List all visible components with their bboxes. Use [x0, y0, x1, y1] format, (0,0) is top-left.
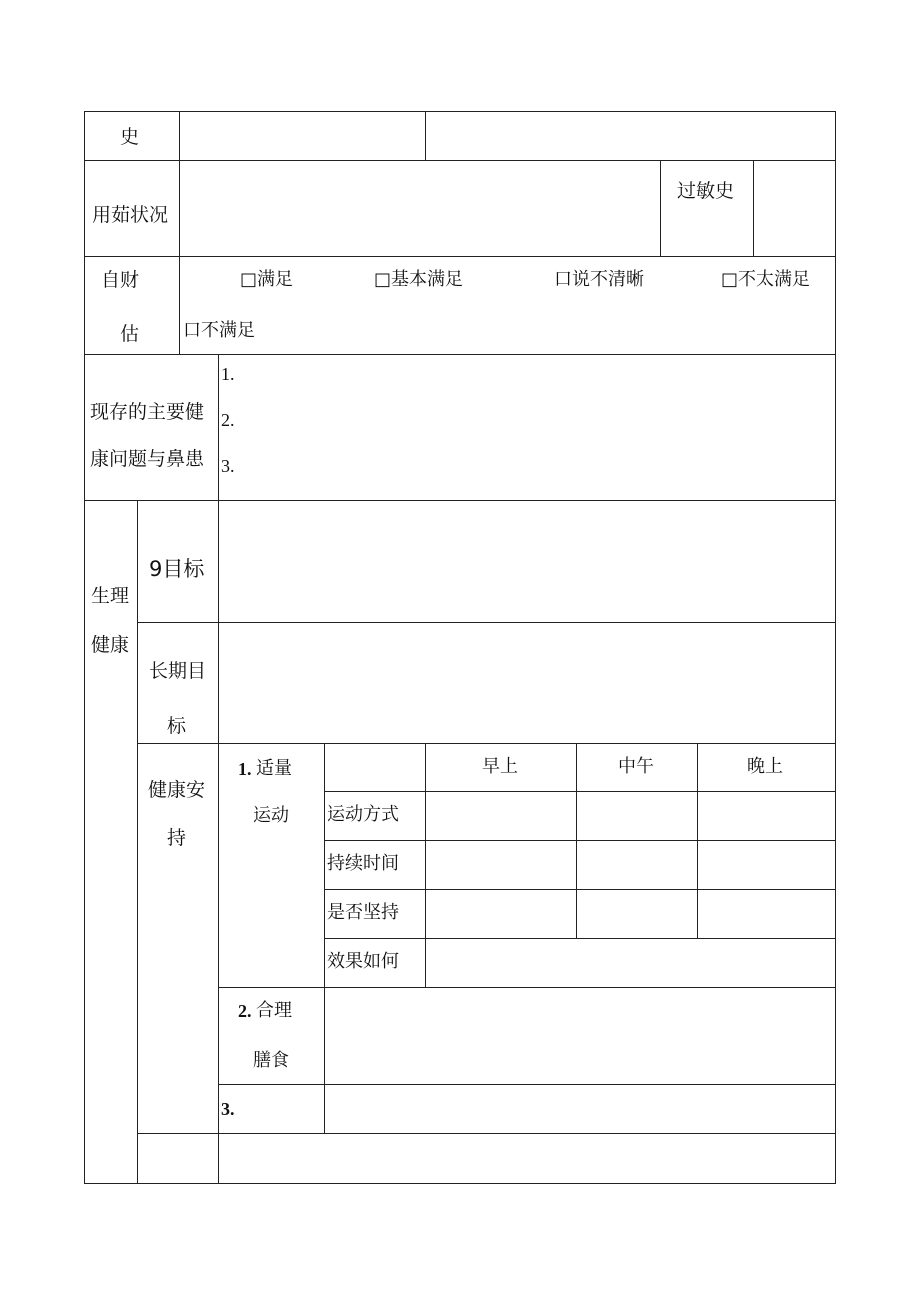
long-term-goal-label-line2: 标 [167, 715, 187, 737]
allergy-divider-left [660, 160, 661, 257]
exercise-title-line1: 适量 [256, 758, 292, 779]
divider-after-long-goal [137, 743, 836, 744]
health-plan-label-line2: 持 [167, 827, 187, 849]
exercise-col-divider-1 [425, 743, 426, 988]
divider-after-exercise [219, 987, 836, 988]
exercise-row-line-4 [324, 938, 836, 939]
option-satisfied[interactable]: □满足 [240, 269, 294, 290]
divider-after-history [84, 160, 836, 161]
border-bottom [84, 1183, 836, 1184]
allergy-label: 过敏史 [677, 180, 735, 202]
long-term-goal-label-line1: 长期目 [149, 660, 207, 682]
exercise-title-divider [324, 743, 325, 1134]
option-basically-satisfied[interactable]: □基本满足 [374, 269, 464, 290]
diet-title-line2: 膳食 [253, 1050, 289, 1071]
exercise-row-line-1 [324, 791, 836, 792]
history-label: 史 [120, 126, 140, 148]
divider-after-short-goal [137, 622, 836, 623]
physical-label-divider [137, 500, 138, 1184]
row-persistence: 是否坚持 [327, 902, 399, 923]
column-morning: 早上 [482, 756, 518, 777]
problem-item-1: 1. [221, 364, 235, 384]
diet-title-line1: 合理 [256, 1000, 292, 1021]
problems-label-line2: 康问题与鼻患 [90, 448, 205, 470]
divider-after-medication [84, 256, 836, 257]
option-unclear[interactable]: 口说不清晰 [554, 269, 644, 290]
divider-after-diet [219, 1084, 836, 1085]
column-noon: 中午 [618, 756, 654, 777]
option-not-satisfied[interactable]: 口不满足 [183, 320, 255, 341]
row-exercise-method: 运动方式 [327, 804, 399, 825]
border-top [84, 111, 836, 112]
label-col-divider-top [179, 111, 180, 355]
exercise-number: 1. [238, 759, 252, 779]
divider-after-plan [137, 1133, 836, 1134]
self-assessment-label-line1: 自财 [101, 269, 140, 291]
row-duration: 持续时间 [327, 853, 399, 874]
medication-label: 用茹状况 [92, 204, 169, 226]
option-not-quite-satisfied[interactable]: □不太满足 [721, 269, 811, 290]
border-right [835, 111, 836, 1184]
exercise-col-divider-2 [576, 743, 577, 939]
exercise-row-line-2 [324, 840, 836, 841]
item3-number: 3. [221, 1099, 235, 1119]
physical-health-label-line2: 健康 [91, 634, 130, 656]
column-evening: 晚上 [747, 756, 783, 777]
goal-label-divider [218, 500, 219, 1184]
divider-after-problems [84, 500, 836, 501]
problem-item-3: 3. [221, 456, 235, 476]
exercise-title-line2: 运动 [253, 805, 289, 826]
problems-label-line1: 现存的主要健 [90, 401, 205, 423]
problem-item-2: 2. [221, 410, 235, 430]
border-left [84, 111, 85, 1184]
history-divider [425, 111, 426, 161]
diet-number: 2. [238, 1001, 252, 1021]
divider-after-self-assessment [84, 354, 836, 355]
physical-health-label-line1: 生理 [91, 585, 130, 607]
self-assessment-label-line2: 估 [120, 323, 140, 345]
problems-label-divider [218, 354, 219, 501]
exercise-col-divider-3 [697, 743, 698, 939]
exercise-row-line-3 [324, 889, 836, 890]
short-term-goal-label: 9目标 [149, 557, 205, 581]
row-effect: 效果如何 [327, 951, 399, 972]
health-plan-label-line1: 健康安 [148, 779, 206, 801]
allergy-divider-right [753, 160, 754, 257]
